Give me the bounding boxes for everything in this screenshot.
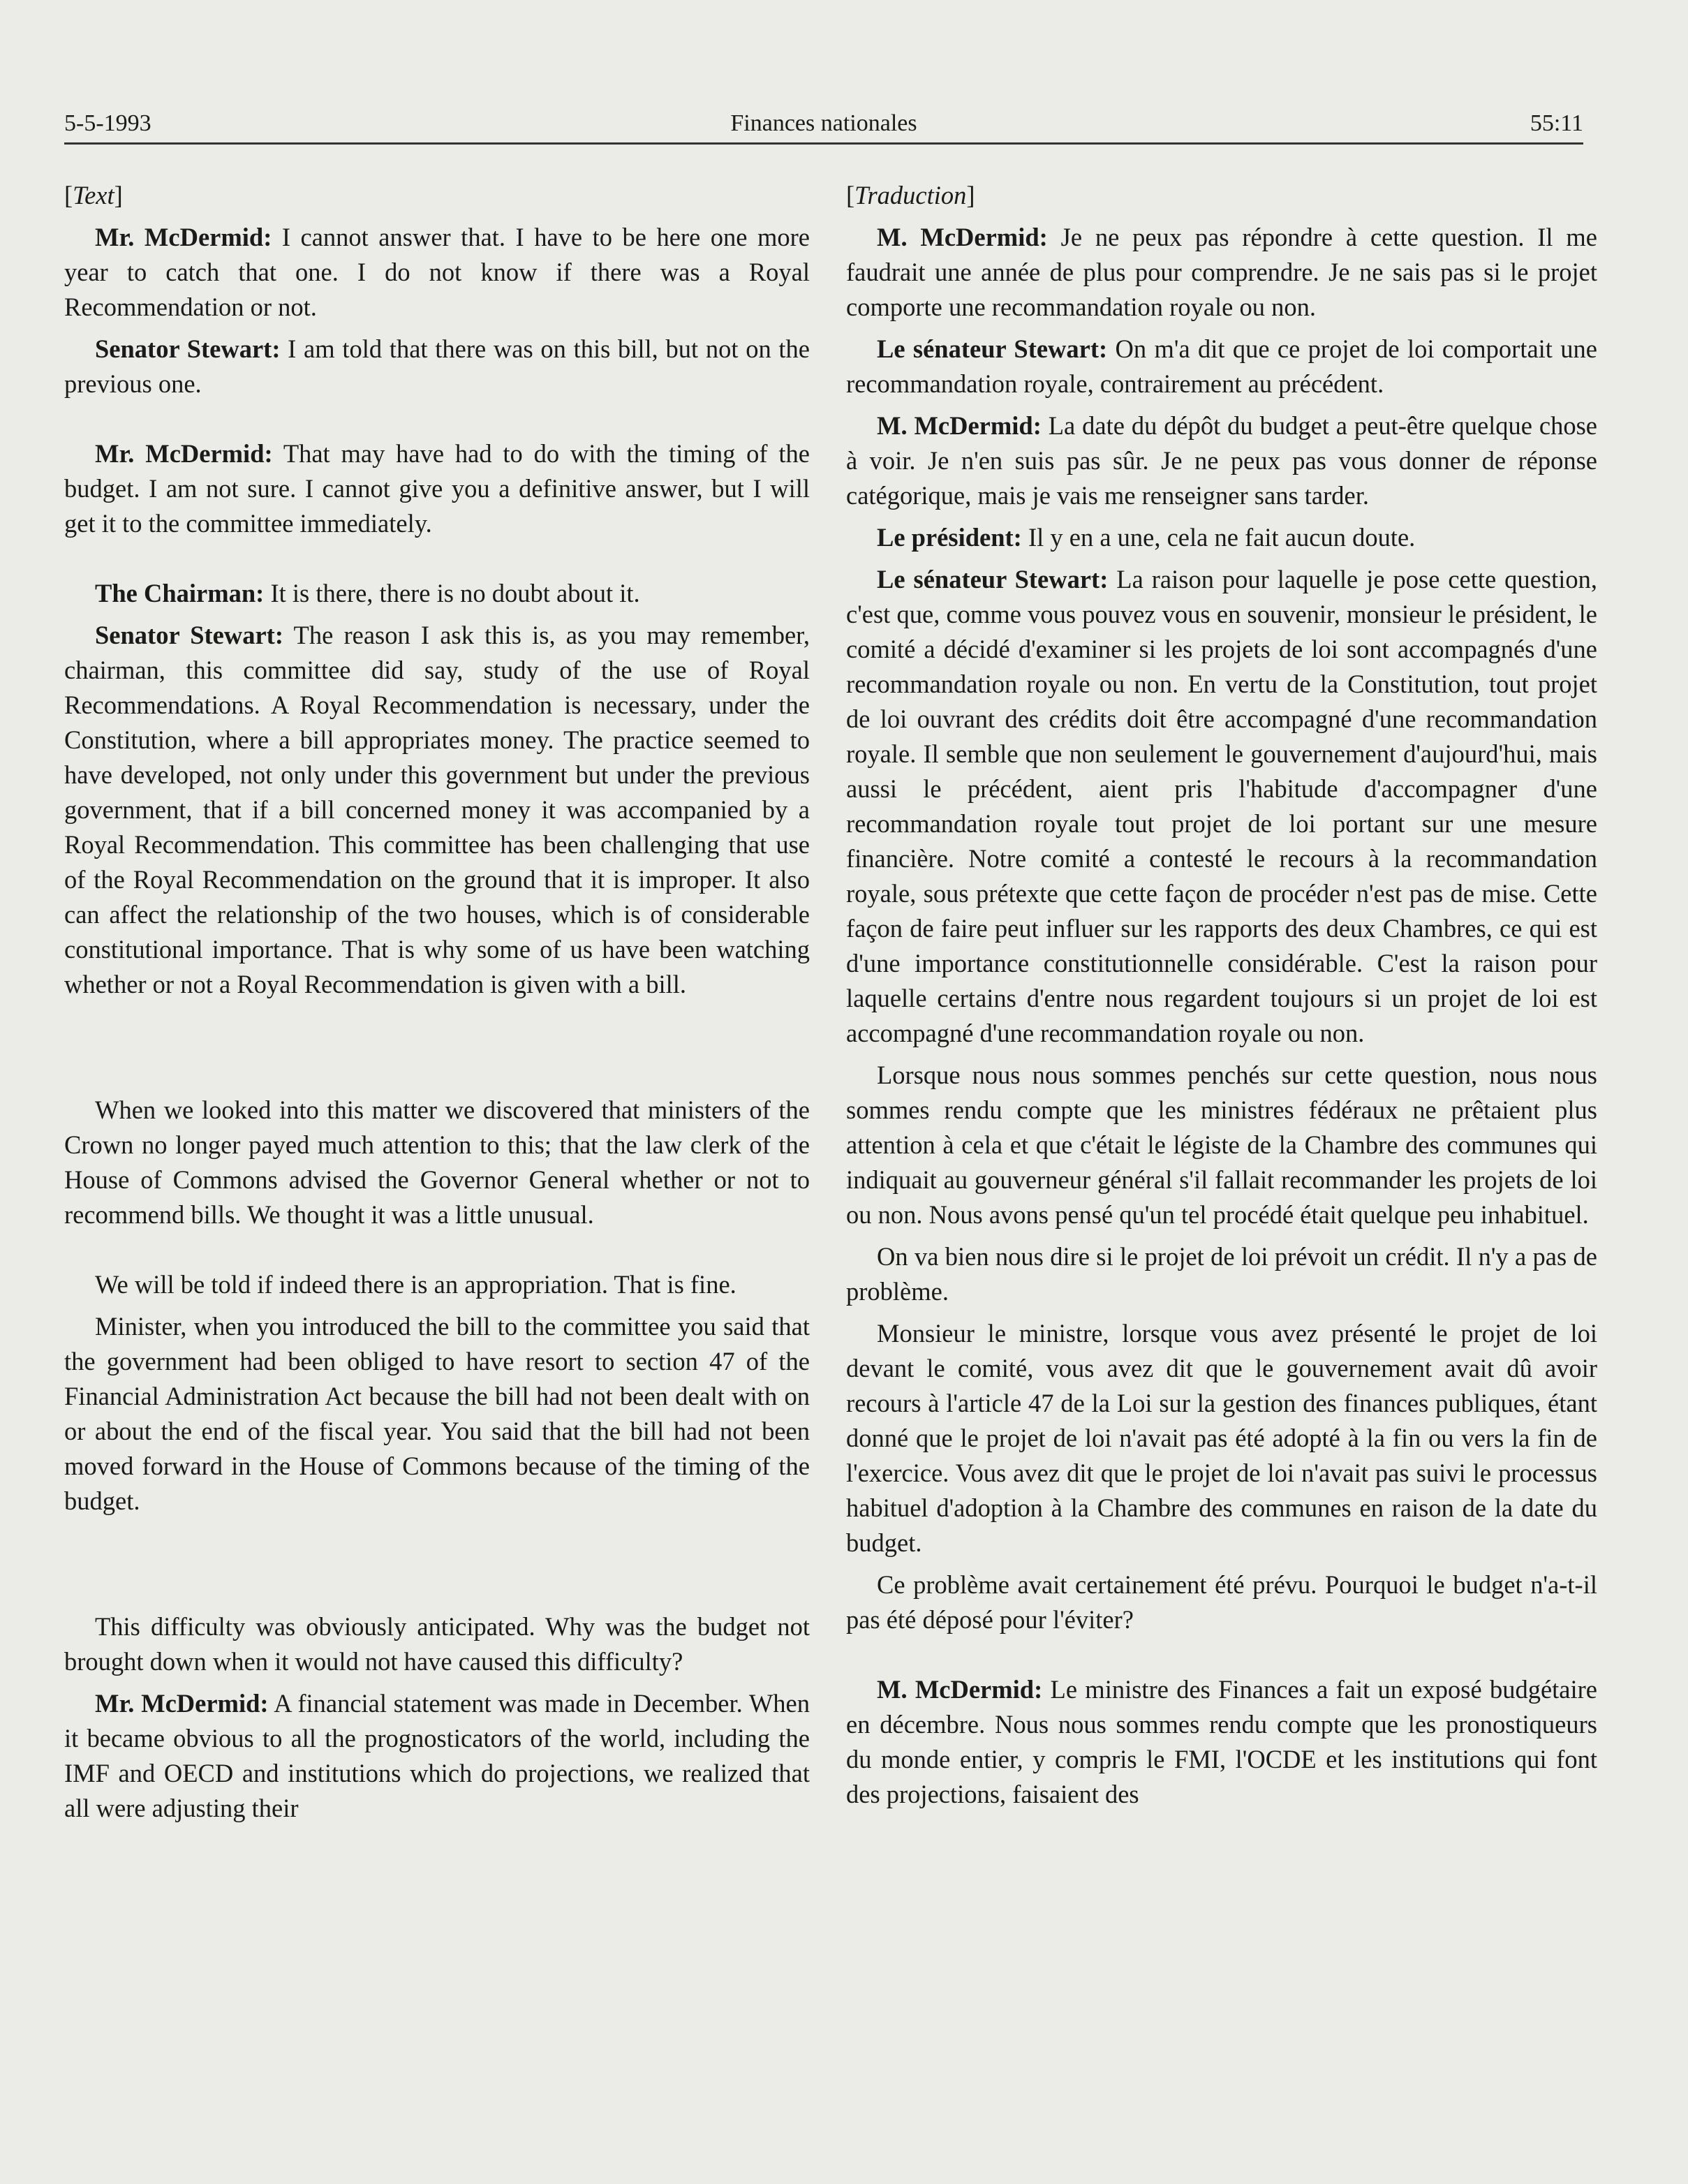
page-header [64, 103, 1583, 145]
speaker: Senator Stewart: [95, 621, 283, 649]
speaker: Mr. McDermid: [95, 439, 273, 468]
paragraph: Le président: Il y en a une, cela ne fait aucun doute. [877, 523, 1416, 552]
header-page-number: 55:11 [1530, 110, 1583, 136]
paragraph: Ce problème avait certainement été prévu. Pourquoi le budget n'a-t-il pas été déposé pour l'éviter? [846, 1570, 1597, 1634]
speaker: Le sénateur Stewart: [877, 565, 1109, 593]
paragraph: The Chairman: It is there, there is no doubt about it. [95, 579, 640, 607]
paragraph: Le sénateur Stewart: On m'a dit que ce projet de loi comportait une recommandation royale, contrairement au précédent. [846, 334, 1597, 398]
speaker: Mr. McDermid: [95, 1689, 269, 1718]
paragraph: Senator Stewart: The reason I ask this is, as you may remember, chairman, this committee did say, study of the use of Royal Recommendations. A Royal Recommendation is necessary, under the Constitution, where a bill appropriates money. The practice seemed to have developed, not only under this government but under the previous government, that if a bill concerned money it was accompanied by a Royal Recommendation. This committee has been challenging that use of the Royal Recommendation on the ground that it is improper. It also can affect the relationship of the two houses, which is of considerable constitutional importance. That is why some of us have been watching whether or not a Royal Recommendation is given with a bill. [64, 621, 810, 998]
traduction-tag: [Traduction] [846, 181, 975, 209]
speaker: Mr. McDermid: [95, 223, 272, 251]
paragraph: Mr. McDermid: I cannot answer that. I have to be here one more year to catch that one. I do not know if there was a Royal Recommendation or not. [64, 223, 810, 321]
paragraph: We will be told if indeed there is an appropriation. That is fine. [95, 1270, 736, 1299]
speaker: The Chairman: [95, 579, 265, 607]
speaker: M. McDermid: [877, 1675, 1043, 1704]
paragraph: Senator Stewart: I am told that there was on this bill, but not on the previous one. [64, 334, 810, 398]
header-title: Finances nationales [730, 110, 917, 136]
paragraph: Monsieur le ministre, lorsque vous avez présenté le projet de loi devant le comité, vous avez dit que le gouvernement avait dû avoir recours à l'article 47 de la Loi sur la gestion des finances publiques, étant donné que le projet de loi n'avait pas été adopté à la fin ou vers la fin de l'exercice. Vous avez dit que le projet de loi n'avait pas suivi le processus habituel d'adoption à la Chambre des communes en raison de la date du budget. [846, 1319, 1597, 1557]
paragraph: Le sénateur Stewart: La raison pour laquelle je pose cette question, c'est que, comme vous pouvez vous en souvenir, monsieur le président, le comité a décidé d'examiner si les projets de loi sont accompagnés d'une recommandation royale ou non. En vertu de la Constitution, tout projet de loi ouvrant des crédits doit être accompagné d'une recommandation royale. Il semble que non seulement le gouvernement d'aujourd'hui, mais aussi le précédent, aient pris l'habitude d'accompagner d'une recommandation royale tout projet de loi portant sur une mesure financière. Notre comité a contesté le recours à la recommandation royale, sous prétexte que cette façon de procéder n'est pas de mise. Cette façon de faire peut influer sur les rapports des deux Chambres, ce qui est d'une importance constitutionnelle considérable. C'est la raison pour laquelle certains d'entre nous regardent toujours si un projet de loi est accompagné d'une recommandation royale ou non. [846, 565, 1597, 1047]
paragraph: Mr. McDermid: A financial statement was made in December. When it became obvious to all the prognosticators of the world, including the IMF and OECD and institutions which do projections, we realized that all were adjusting their [64, 1689, 810, 1822]
speaker: Le président: [877, 523, 1022, 552]
speaker: Le sénateur Stewart: [877, 334, 1108, 363]
paragraph: Minister, when you introduced the bill to the committee you said that the government had been obliged to have resort to section 47 of the Financial Administration Act because the bill had not been dealt with on or about the end of the fiscal year. You said that the bill had not been moved forward in the House of Commons because of the timing of the budget. [64, 1312, 810, 1515]
paragraph: On va bien nous dire si le projet de loi prévoit un crédit. Il n'y a pas de problème. [846, 1242, 1597, 1306]
speaker: M. McDermid: [877, 223, 1048, 251]
french-column [846, 178, 1597, 1819]
speaker: M. McDermid: [877, 411, 1042, 440]
paragraph: This difficulty was obviously anticipated. Why was the budget not brought down when it would not have caused this difficulty? [64, 1612, 810, 1676]
paragraph: When we looked into this matter we discovered that ministers of the Crown no longer payed much attention to this; that the law clerk of the House of Commons advised the Governor General whether or not to recommend bills. We thought it was a little unusual. [64, 1095, 810, 1229]
paragraph: M. McDermid: Je ne peux pas répondre à cette question. Il me faudrait une année de plus pour comprendre. Je ne sais pas si le projet comporte une recommandation royale ou non. [846, 223, 1597, 321]
paragraph: M. McDermid: La date du dépôt du budget a peut-être quelque chose à voir. Je n'en suis pas sûr. Je ne peux pas vous donner de réponse catégorique, mais je vais me renseigner sans tarder. [846, 411, 1597, 510]
header-date: 5-5-1993 [64, 110, 151, 136]
paragraph: M. McDermid: Le ministre des Finances a fait un exposé budgétaire en décembre. Nous nous sommes rendu compte que les pronostiqueurs du monde entier, y compris le FMI, l'OCDE et les institutions qui font des projections, faisaient des [846, 1675, 1597, 1808]
english-column [64, 178, 810, 1833]
speaker: Senator Stewart: [95, 334, 281, 363]
text-tag: [Text] [64, 181, 123, 209]
paragraph: Lorsque nous nous sommes penchés sur cette question, nous nous sommes rendu compte que les ministres fédéraux ne prêtaient plus attention à cela et que c'était le légiste de la Chambre des communes qui indiquait au gouverneur général s'il fallait recommander les projets de loi ou non. Nous avons pensé qu'un tel procédé était quelque peu inhabituel. [846, 1061, 1597, 1229]
paragraph: Mr. McDermid: That may have had to do with the timing of the budget. I am not sure. I cannot give you a definitive answer, but I will get it to the committee immediately. [64, 439, 810, 538]
